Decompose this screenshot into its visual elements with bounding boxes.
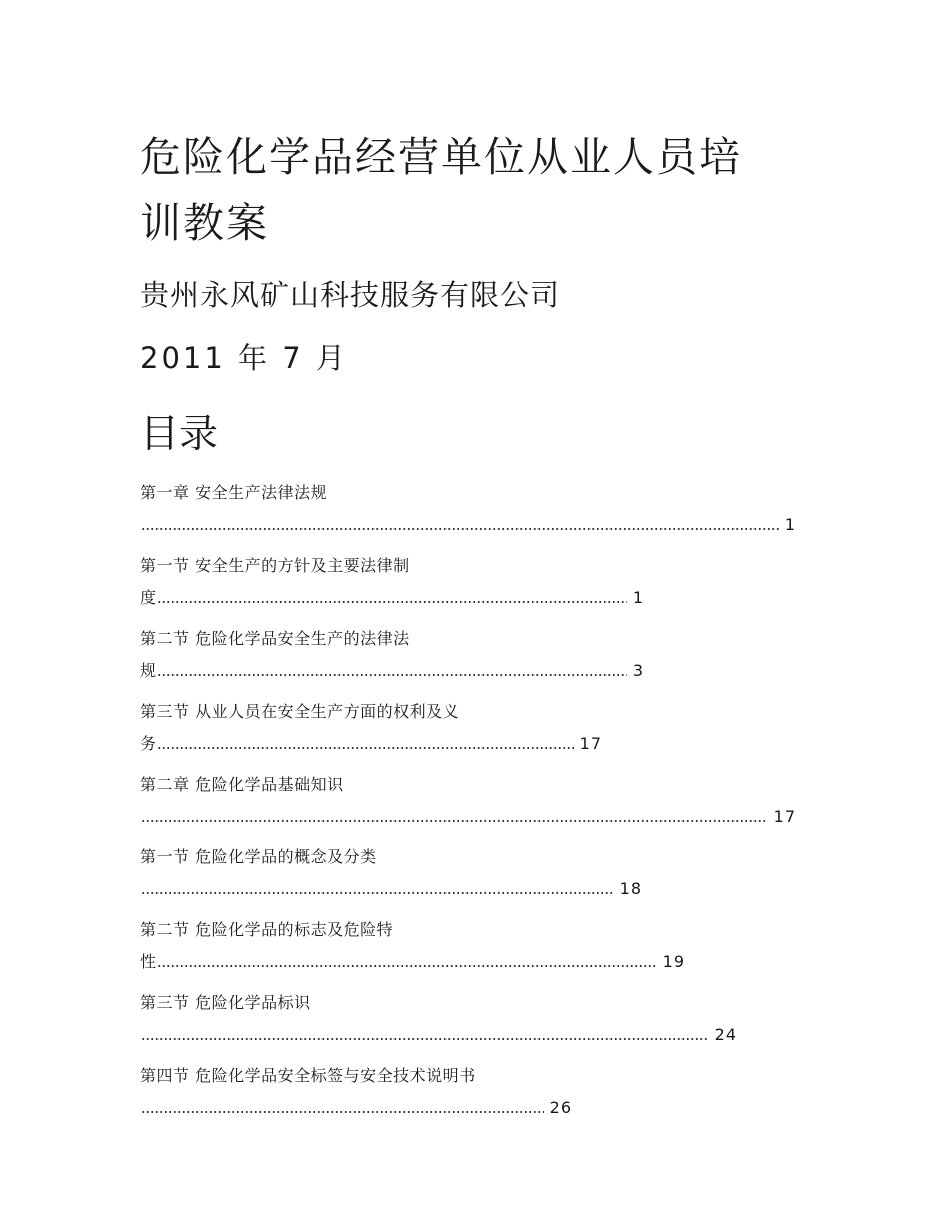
dot-leader xyxy=(157,747,574,749)
toc-page-number: 24 xyxy=(714,1025,737,1044)
toc-leader xyxy=(140,879,642,897)
toc-entry-label-continuation: 规 xyxy=(140,661,157,680)
toc-leader xyxy=(140,952,685,970)
toc-leader xyxy=(140,661,644,679)
dot-leader xyxy=(141,892,614,894)
toc-page-number: 26 xyxy=(549,1098,572,1117)
dot-leader xyxy=(141,1038,709,1040)
toc-page-number: 18 xyxy=(619,879,642,898)
toc-leader xyxy=(140,1025,737,1043)
toc-entry-label-continuation: 度 xyxy=(140,588,157,607)
toc-page-number: 1 xyxy=(632,588,644,607)
toc-entry-label: 第一节 安全生产的方针及主要法律制 xyxy=(140,556,410,575)
toc-entry-label: 第二节 危险化学品安全生产的法律法 xyxy=(140,629,410,648)
toc-leader xyxy=(140,807,796,825)
toc-page-number: 17 xyxy=(773,807,796,826)
toc-page-number: 1 xyxy=(784,515,796,534)
toc-leader xyxy=(140,734,602,752)
dot-leader xyxy=(157,965,657,967)
dot-leader xyxy=(141,528,779,530)
document-date: 2011 年 7 月 xyxy=(140,341,348,375)
toc-leader xyxy=(140,1098,572,1116)
toc-entry-label: 第四节 危险化学品安全标签与安全技术说明书 xyxy=(140,1066,476,1085)
toc-leader xyxy=(140,515,796,533)
dot-leader xyxy=(141,1111,544,1113)
toc-entry-label: 第二章 危险化学品基础知识 xyxy=(140,775,344,794)
toc-entry-label: 第一节 危险化学品的概念及分类 xyxy=(140,847,377,866)
toc-heading: 目录 xyxy=(140,412,219,457)
toc-entry-label-continuation: 性 xyxy=(140,952,157,971)
toc-entry-label: 第二节 危险化学品的标志及危险特 xyxy=(140,920,394,939)
dot-leader xyxy=(157,674,627,676)
toc-entry-label: 第一章 安全生产法律法规 xyxy=(140,483,328,502)
toc-page-number: 17 xyxy=(579,734,602,753)
document-title-line-1: 危险化学品经营单位从业人员培 xyxy=(140,133,742,181)
toc-leader xyxy=(140,588,644,606)
toc-entry-label: 第三节 危险化学品标识 xyxy=(140,993,311,1012)
dot-leader xyxy=(157,601,627,603)
toc-page-number: 19 xyxy=(662,952,685,971)
toc-page-number: 3 xyxy=(632,661,644,680)
dot-leader xyxy=(141,820,768,822)
toc-entry-label-continuation: 务 xyxy=(140,734,157,753)
toc-entry-label: 第三节 从业人员在安全生产方面的权利及义 xyxy=(140,702,460,721)
company-name: 贵州永风矿山科技服务有限公司 xyxy=(140,278,561,312)
document-title-line-2: 训教案 xyxy=(140,199,269,247)
